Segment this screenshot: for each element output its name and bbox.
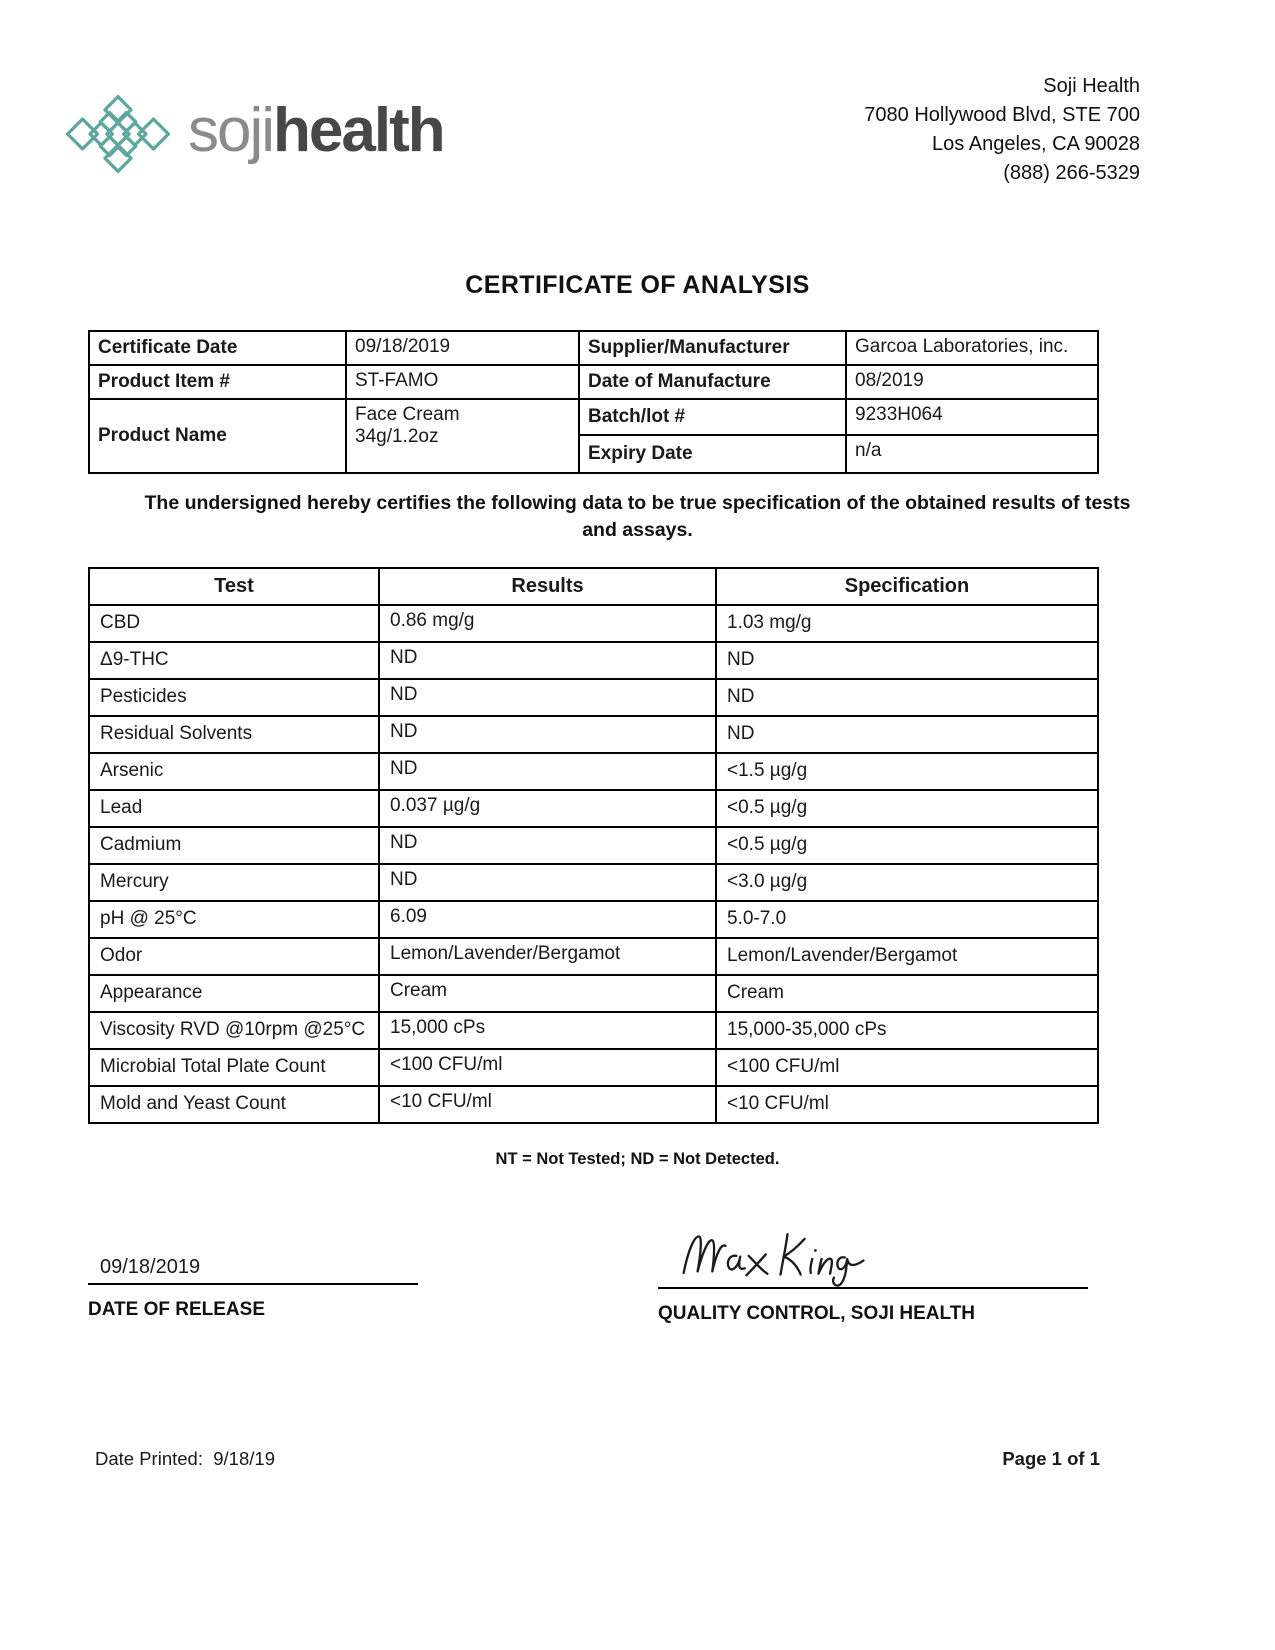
product-item-label: Product Item #	[89, 365, 346, 399]
logo	[62, 86, 444, 182]
batch-value: 9233H064	[846, 399, 1098, 435]
manufacture-date-value: 08/2019	[846, 365, 1098, 399]
table-row	[89, 790, 1098, 827]
info-row	[89, 331, 1098, 365]
date-printed: Date Printed: 9/18/19	[95, 1448, 275, 1469]
spec-value: <100 CFU/ml	[716, 1049, 1098, 1086]
product-item-value: ST-FAMO	[346, 365, 579, 399]
address-line: Soji Health	[1043, 75, 1140, 97]
test-name: Mold and Yeast Count	[89, 1086, 379, 1123]
result-value: Lemon/Lavender/Bergamot	[379, 938, 716, 975]
certification-statement	[0, 490, 1275, 544]
product-name-label: Product Name	[89, 399, 346, 473]
spec-value: Cream	[716, 975, 1098, 1012]
test-name: Appearance	[89, 975, 379, 1012]
result-value: 6.09	[379, 901, 716, 938]
table-row	[89, 864, 1098, 901]
table-row	[89, 1086, 1098, 1123]
test-name: pH @ 25°C	[89, 901, 379, 938]
statement-line: The undersigned hereby certifies the following data to be true specification of the obtained results of tests	[144, 492, 1131, 514]
release-date-label: DATE OF RELEASE	[88, 1299, 265, 1320]
result-value: ND	[379, 753, 716, 790]
table-row	[89, 716, 1098, 753]
info-row	[89, 365, 1098, 399]
address-line: 7080 Hollywood Blvd, STE 700	[864, 104, 1140, 126]
test-name: Δ9-THC	[89, 642, 379, 679]
soji-knot-icon	[62, 86, 174, 182]
test-name: Odor	[89, 938, 379, 975]
supplier-label: Supplier/Manufacturer	[579, 331, 846, 365]
brand-health: health	[273, 96, 444, 165]
table-row	[89, 938, 1098, 975]
certificate-date-label: Certificate Date	[89, 331, 346, 365]
result-value: 0.037 µg/g	[379, 790, 716, 827]
qc-label: QUALITY CONTROL, SOJI HEALTH	[658, 1303, 976, 1324]
result-value: 15,000 cPs	[379, 1012, 716, 1049]
results-table	[88, 567, 1099, 1124]
results-header-row	[89, 568, 1098, 605]
col-header-test: Test	[89, 568, 379, 605]
test-name: Lead	[89, 790, 379, 827]
spec-value: 15,000-35,000 cPs	[716, 1012, 1098, 1049]
result-value: 0.86 mg/g	[379, 605, 716, 642]
signature-line	[658, 1287, 1088, 1289]
manufacture-date-label: Date of Manufacture	[579, 365, 846, 399]
table-row	[89, 827, 1098, 864]
result-value: <100 CFU/ml	[379, 1049, 716, 1086]
result-value: <10 CFU/ml	[379, 1086, 716, 1123]
test-name: Mercury	[89, 864, 379, 901]
test-name: Residual Solvents	[89, 716, 379, 753]
product-name-value	[346, 399, 579, 473]
table-row	[89, 642, 1098, 679]
qc-signature	[672, 1228, 872, 1290]
address-line: Los Angeles, CA 90028	[932, 133, 1140, 155]
result-value: ND	[379, 864, 716, 901]
expiry-label: Expiry Date	[579, 435, 846, 473]
spec-value: <3.0 µg/g	[716, 864, 1098, 901]
spec-value: ND	[716, 642, 1098, 679]
info-row	[89, 399, 1098, 435]
test-name: Viscosity RVD @10rpm @25°C	[89, 1012, 379, 1049]
table-row	[89, 901, 1098, 938]
address-line: (888) 266-5329	[1003, 162, 1140, 184]
table-row	[89, 1049, 1098, 1086]
spec-value: 1.03 mg/g	[716, 605, 1098, 642]
product-name-line: 34g/1.2oz	[355, 426, 439, 447]
table-row	[89, 605, 1098, 642]
release-date: 09/18/2019	[100, 1256, 201, 1278]
spec-value: Lemon/Lavender/Bergamot	[716, 938, 1098, 975]
test-name: Microbial Total Plate Count	[89, 1049, 379, 1086]
test-name: CBD	[89, 605, 379, 642]
col-header-specification: Specification	[716, 568, 1098, 605]
spec-value: ND	[716, 679, 1098, 716]
company-address	[864, 72, 1140, 188]
result-value: ND	[379, 716, 716, 753]
release-date-block	[88, 1256, 418, 1321]
test-name: Arsenic	[89, 753, 379, 790]
spec-value: <10 CFU/ml	[716, 1086, 1098, 1123]
table-row	[89, 679, 1098, 716]
spec-value: <0.5 µg/g	[716, 790, 1098, 827]
logo-wordmark	[188, 96, 444, 168]
table-row	[89, 975, 1098, 1012]
signature-line	[88, 1283, 418, 1285]
spec-value: <0.5 µg/g	[716, 827, 1098, 864]
product-name-line: Face Cream	[355, 404, 460, 425]
document-title: CERTIFICATE OF ANALYSIS	[465, 271, 810, 299]
test-name: Pesticides	[89, 679, 379, 716]
col-header-results: Results	[379, 568, 716, 605]
spec-value: ND	[716, 716, 1098, 753]
spec-value: <1.5 µg/g	[716, 753, 1098, 790]
spec-value: 5.0-7.0	[716, 901, 1098, 938]
info-table	[88, 330, 1099, 474]
page-number: Page 1 of 1	[1002, 1448, 1100, 1469]
result-value: Cream	[379, 975, 716, 1012]
qc-signature-block	[658, 1228, 1088, 1325]
batch-label: Batch/lot #	[579, 399, 846, 435]
supplier-value: Garcoa Laboratories, inc.	[846, 331, 1098, 365]
result-value: ND	[379, 679, 716, 716]
certificate-date-value: 09/18/2019	[346, 331, 579, 365]
expiry-value: n/a	[846, 435, 1098, 473]
table-row	[89, 753, 1098, 790]
result-value: ND	[379, 827, 716, 864]
test-name: Cadmium	[89, 827, 379, 864]
statement-line: and assays.	[582, 519, 693, 541]
brand-soji: soji	[188, 96, 274, 165]
legend-footnote: NT = Not Tested; ND = Not Detected.	[495, 1150, 780, 1168]
table-row	[89, 1012, 1098, 1049]
result-value: ND	[379, 642, 716, 679]
